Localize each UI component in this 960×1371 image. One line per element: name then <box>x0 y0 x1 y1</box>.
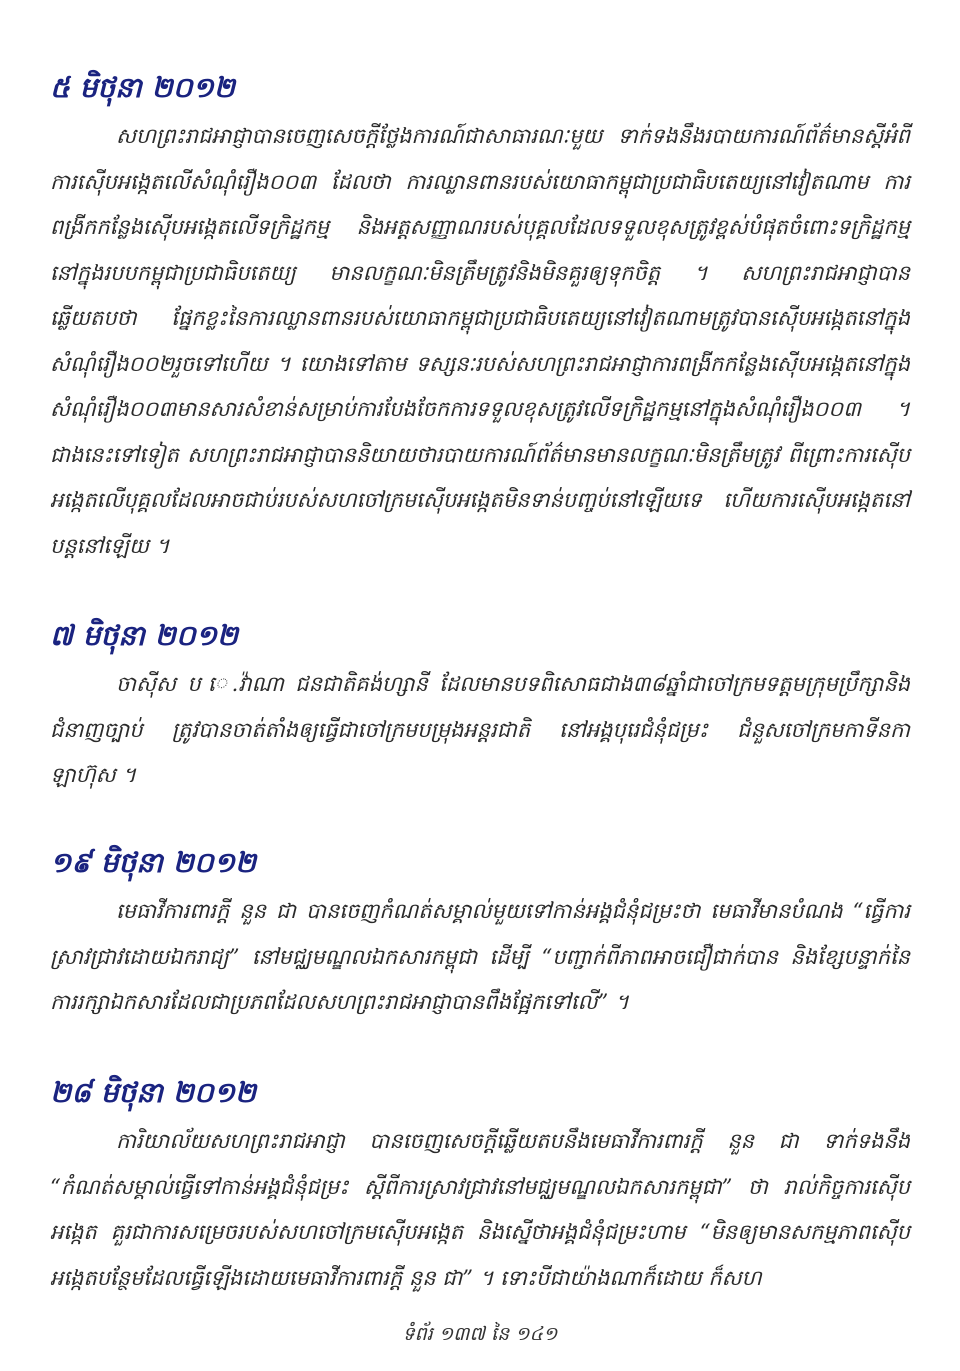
entry-jun-7 <box>50 618 910 799</box>
entry-date: ១៩ មិថុនា ២០១២ <box>50 846 257 879</box>
entry-jun-28 <box>50 1075 910 1301</box>
entry-jun-19 <box>50 845 910 1026</box>
entry-date: ៧ មិថុនា ២០១២ <box>50 619 239 652</box>
entry-paragraph: ចាស៊ីស ប េ.វ៉ាណា ជនជាតិគង់ហ្សានី ដែលមានបទពិសោធជាង៣៨ឆ្នាំជាចៅក្រមទត្តមក្រុមប្រឹក្សានិងជំនាញច្បាប់ ត្រូវបានចាត់តាំងឲ្យធ្វើជាចៅក្រមបម្រុងអន្តរជាតិ នៅអង្គបុរេជំនុំជម្រះ ជំនួសចៅក្រមកាទីនកា ឡាហ៊ុស ។ <box>50 672 910 787</box>
entry-paragraph: មេធាវីការពារក្ដី នួន ជា បានចេញកំណត់សម្គាល់មួយទៅកាន់អង្គជំនុំជម្រះថា មេធាវីមានបំណង “ធ្វើការស្រាវជ្រាវដោយឯករាជ្យ” នៅមជ្ឈមណ្ឌលឯកសារកម្ពុជា ដើម្បី “បញ្ជាក់ពីភាពអាចជឿជាក់បាន និងខ្សែបន្ទាក់នៃការរក្សាឯកសារដែលជាប្រភពដែលសហព្រះរាជអាជ្ញាបានពឹងផ្អែកទៅលើ” ។ <box>50 899 910 1014</box>
entry-date: ៥ មិថុនា ២០១២ <box>50 71 235 104</box>
entry-jun-5 <box>50 70 910 569</box>
entry-paragraph: សហព្រះរាជអាជ្ញាបានចេញសេចក្ដីថ្លែងការណ៍ជាសាធារណៈមួយ ទាក់ទងនឹងរបាយការណ៍ព័ត៌មានស្ដីអំពីការស៊ើបអង្កេតលើសំណុំរឿង០០៣ ដែលថា ការឈ្លានពានរបស់យោធាកម្ពុជាប្រជាធិបតេយ្យនៅវៀតណាម ការពង្រីកកន្លែងស៊ើបអង្កេតលើទក្រិដ្ឋកម្ម និងអត្តសញ្ញាណរបស់បុគ្គលដែលទទួលខុសត្រូវខ្ពស់បំផុតចំពោះទក្រិដ្ឋកម្មនៅក្នុងរបបកម្ពុជាប្រជាធិបតេយ្យ មានលក្ខណៈមិនត្រឹមត្រូវនិងមិនគួរឲ្យទុកចិត្ត ។ សហព្រះរាជអាជ្ញាបានឆ្លើយតបថា ផ្នែកខ្លះនៃការឈ្លានពានរបស់យោធាកម្ពុជាប្រជាធិបតេយ្យនៅវៀតណាមត្រូវបានស៊ើបអង្កេតនៅក្នុងសំណុំរឿង០០២រួចទៅហើយ ។ យោងទៅតាម ទស្សនៈរបស់សហព្រះរាជអាជ្ញាការពង្រីកកន្លែងស៊ើបអង្កេតនៅក្នុងសំណុំរឿង០០៣មានសារសំខាន់សម្រាប់ការបែងចែកការទទួលខុសត្រូវលើទក្រិដ្ឋកម្មនៅក្នុងសំណុំរឿង០០៣ ។ ជាងនេះទៅទៀត សហព្រះរាជអាជ្ញាបាននិយាយថារបាយការណ៍ព័ត៌មានមានលក្ខណៈមិនត្រឹមត្រូវ ពីព្រោះការស៊ើបអង្កេតលើបុគ្គលដែលអាចជាប់របស់សហចៅក្រមស៊ើបអង្កេតមិនទាន់បញ្ចប់នៅឡើយទេ ហើយការស៊ើបអង្កេតនៅបន្តនៅឡើយ ។ <box>50 124 910 558</box>
page-number-footer: ទំព័រ ១៣៧ នៃ ១៤១ <box>402 1323 558 1345</box>
entry-date: ២៨ មិថុនា ២០១២ <box>50 1076 257 1109</box>
entry-paragraph: ការិយាល័យសហព្រះរាជអាជ្ញា បានចេញសេចក្ដីឆ្លើយតបនឹងមេធាវីការពារក្ដី នួន ជា ទាក់ទងនឹង “កំណត់សម្គាល់ធ្វើទៅកាន់អង្គជំនុំជម្រះ ស្ដីពីការស្រាវជ្រាវនៅមជ្ឈមណ្ឌលឯកសារកម្ពុជា” ថា រាល់កិច្ចការស៊ើបអង្កេត គួរជាការសម្រេចរបស់សហចៅក្រមស៊ើបអង្កេត និងស្នើថាអង្គជំនុំជម្រះហាម “មិនឲ្យមានសកម្មភាពស៊ើបអង្កេតបន្ថែមដែលធ្វើឡើងដោយមេធាវីការពារក្ដី នួន ជា” ។ ទោះបីជាយ៉ាងណាក៏ដោយ ក៏សហ <box>50 1129 910 1290</box>
